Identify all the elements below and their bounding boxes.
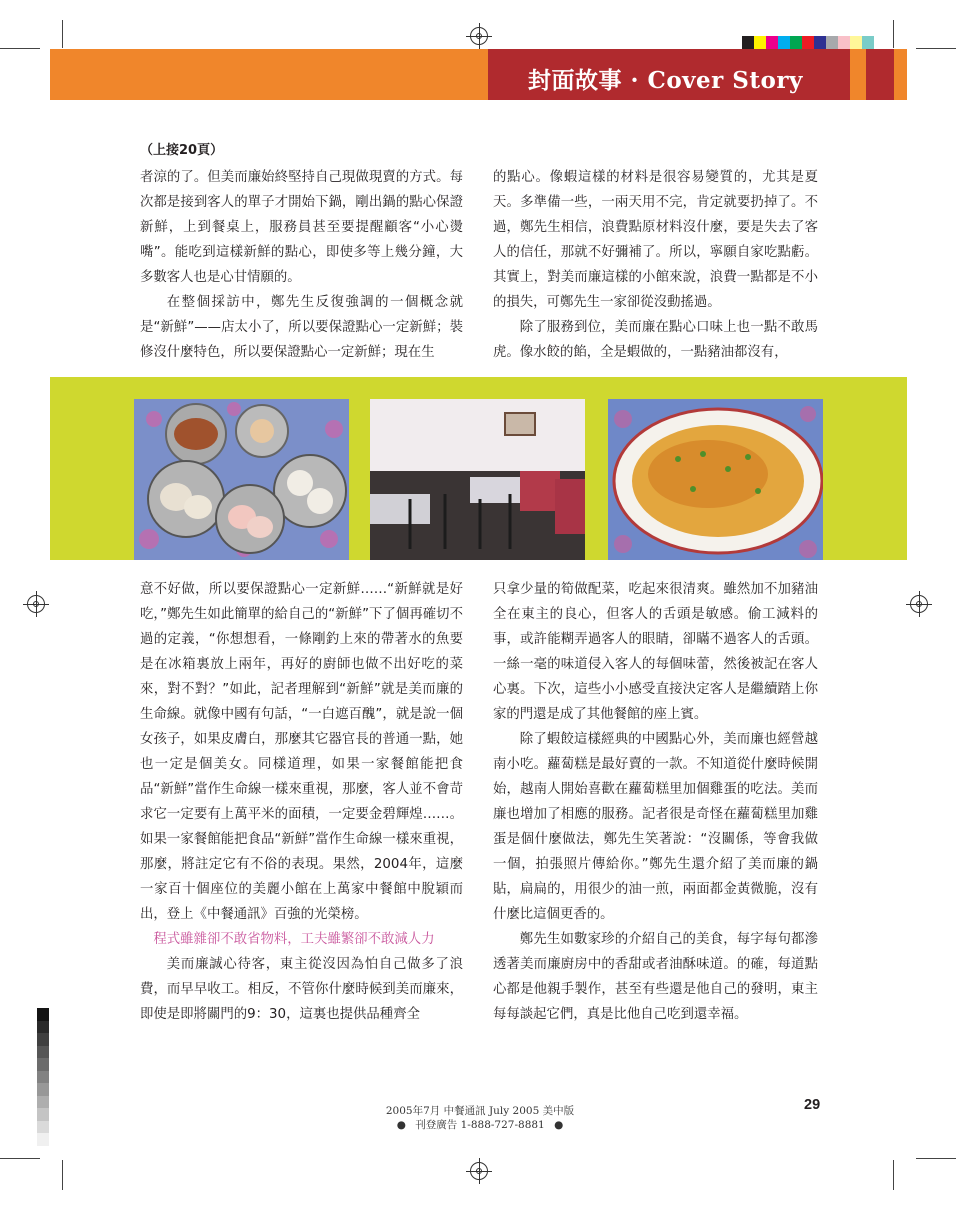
header-accent-stripe: [866, 49, 894, 100]
registration-mark: [470, 27, 488, 45]
color-swatch: [814, 36, 826, 49]
crop-mark: [893, 1160, 894, 1190]
paragraph: 鄭先生如數家珍的介紹自己的美食，每字每句都滲透著美而廉廚房中的香甜或者油酥味道。的確，每道點心都是他親手製作，甚至有些還是他自己的發明，東主每每談起它們，真是比他自己吃到還幸福。: [493, 932, 818, 1022]
gray-swatch: [37, 1033, 49, 1046]
dim-sum-photo: [134, 399, 349, 560]
paragraph: 美而廉誠心待客，東主從沒因為怕自己做多了浪費，而早早收工。相反，不管你什麼時候到美而廉來，即使是即將關門的9：30，這裏也提供品種齊全: [140, 957, 463, 1022]
paragraph: 除了蝦餃這樣經典的中國點心外，美而廉也經營越南小吃。蘿蔔糕是最好賣的一款。不知道從什麼時候開始，越南人開始喜歡在蘿蔔糕里加個雞蛋的吃法。美而廉也增加了相應的服務。記者很是奇怪在蘿蔔糕里加雞蛋是個什麼做法，鄭先生笑著說：“沒關係，等會我做一個，拍張照片傳給你。”鄭先生還介紹了美而廉的鍋貼，扁扁的，用很少的油一煎，兩面都金黃微脆，沒有什麼比這個更香的。: [493, 732, 818, 922]
color-swatch: [862, 36, 874, 49]
color-swatch: [802, 36, 814, 49]
registration-mark: [910, 595, 928, 613]
color-swatch: [766, 36, 778, 49]
gray-swatch: [37, 1133, 49, 1146]
crop-mark: [916, 48, 956, 49]
paragraph: 在整個採訪中，鄭先生反復強調的一個概念就是“新鮮”——店太小了，所以要保證點心一定新鮮；裝修沒什麼特色，所以要保證點心一定新鮮；現在生: [140, 295, 463, 360]
paragraph: 只拿少量的筍做配菜，吃起來很清爽。雖然加不加豬油全在東主的良心，但客人的舌頭是敏感。偷工減料的事，或許能糊弄過客人的眼睛，卻瞞不過客人的舌頭。一絲一毫的味道侵入客人的每個味蕾，然後被記在客人心裏。下次，這些小小感受直接決定客人是繼續踏上你家的門還是成了其他餐館的座上賓。: [493, 582, 818, 722]
registration-mark: [27, 595, 45, 613]
crop-mark: [893, 20, 894, 48]
gray-swatch: [37, 1021, 49, 1034]
footer-publication-line: 2005年7月 中餐通訊 July 2005 美中版: [385, 1105, 575, 1117]
registration-mark: [470, 1162, 488, 1180]
restaurant-interior-photo: [370, 399, 585, 560]
grayscale-calibration-bar: [37, 1008, 49, 1146]
gray-swatch: [37, 1008, 49, 1021]
text-column-bottom-left: [140, 577, 463, 1027]
color-swatch: [826, 36, 838, 49]
footer-ad-text: 刊登廣告 1-888-727-8881: [415, 1119, 545, 1131]
gray-swatch: [37, 1083, 49, 1096]
text-column-top-right: [493, 165, 818, 365]
color-swatch: [742, 36, 754, 49]
gray-swatch: [37, 1096, 49, 1109]
page-footer: [380, 1104, 580, 1132]
paragraph: 者涼的了。但美而廉始終堅持自己現做現賣的方式。每次都是接到客人的單子才開始下鍋，剛出鍋的點心保證新鮮，上到餐桌上，服務員甚至要提醒顧客“小心燙嘴”。能吃到這樣新鮮的點心，即使多等上幾分鐘，大多數客人也是心甘情願的。: [140, 170, 463, 285]
continuation-note: （上接20頁）: [140, 143, 224, 158]
color-swatch: [778, 36, 790, 49]
color-swatch: [850, 36, 862, 49]
paragraph: 意不好做，所以要保證點心一定新鮮……“新鮮就是好吃，”鄭先生如此簡單的給自己的“新鮮”下了個再確切不過的定義，“你想想看，一條剛釣上來的帶著水的魚要是在冰箱裏放上兩年，再好的廚師也做不出好吃的菜來，對不對？”如此，記者理解到“新鮮”就是美而廉的生命線。就像中國有句話，“一白遮百醜”，就是說一個女孩子，如果皮膚白，那麼其它器官長的普通一點，她也一定是個美女。同樣道理，如果一家餐館能把食品“新鮮”當作生命線一樣來重視，那麼，客人並不會苛求它一定要有上萬平米的面積，一定要金碧輝煌……。如果一家餐館能把食品“新鮮”當作生命線一樣來重視，那麼，將註定它有不俗的表現。果然，2004年，這麼一家百十個座位的美麗小館在上萬家中餐館中脫穎而出，登上《中餐通訊》百強的光榮榜。: [140, 582, 463, 922]
crop-mark: [0, 48, 40, 49]
gray-swatch: [37, 1108, 49, 1121]
footer-ad-line: [380, 1118, 580, 1132]
text-column-top-left: [140, 165, 463, 365]
gray-swatch: [37, 1058, 49, 1071]
text-column-bottom-right: [493, 577, 818, 1027]
crop-mark: [62, 20, 63, 48]
section-title: 封面故事 · Cover Story: [528, 67, 803, 94]
subheading: 程式雖雜卻不敢省物料，工夫雖繁卻不敢減人力: [153, 932, 435, 947]
bullet-icon: ●: [396, 1119, 406, 1131]
crop-mark: [62, 1160, 63, 1190]
color-swatch: [790, 36, 802, 49]
paragraph: 除了服務到位，美而廉在點心口味上也一點不敢馬虎。像水餃的餡，全是蝦做的，一點豬油都沒有，: [493, 320, 818, 360]
paragraph: 的點心。像蝦這樣的材料是很容易變質的，尤其是夏天。多準備一些，一兩天用不完，肯定就要扔掉了。不過，鄭先生相信，浪費點原材料沒什麼，要是失去了客人的信任，那就不好彌補了。所以，寧願自家吃點虧。其實上，對美而廉這樣的小館來說，浪費一點都是不小的損失，可鄭先生一家卻從沒動搖過。: [493, 170, 818, 310]
page-number: 29: [804, 1097, 821, 1113]
crop-mark: [916, 1158, 956, 1159]
bullet-icon: ●: [554, 1119, 564, 1131]
gray-swatch: [37, 1071, 49, 1084]
crop-mark: [0, 1158, 40, 1159]
gray-swatch: [37, 1046, 49, 1059]
gray-swatch: [37, 1121, 49, 1134]
color-calibration-bar: [742, 36, 874, 49]
color-swatch: [838, 36, 850, 49]
color-swatch: [754, 36, 766, 49]
egg-radish-cake-photo: [608, 399, 823, 560]
